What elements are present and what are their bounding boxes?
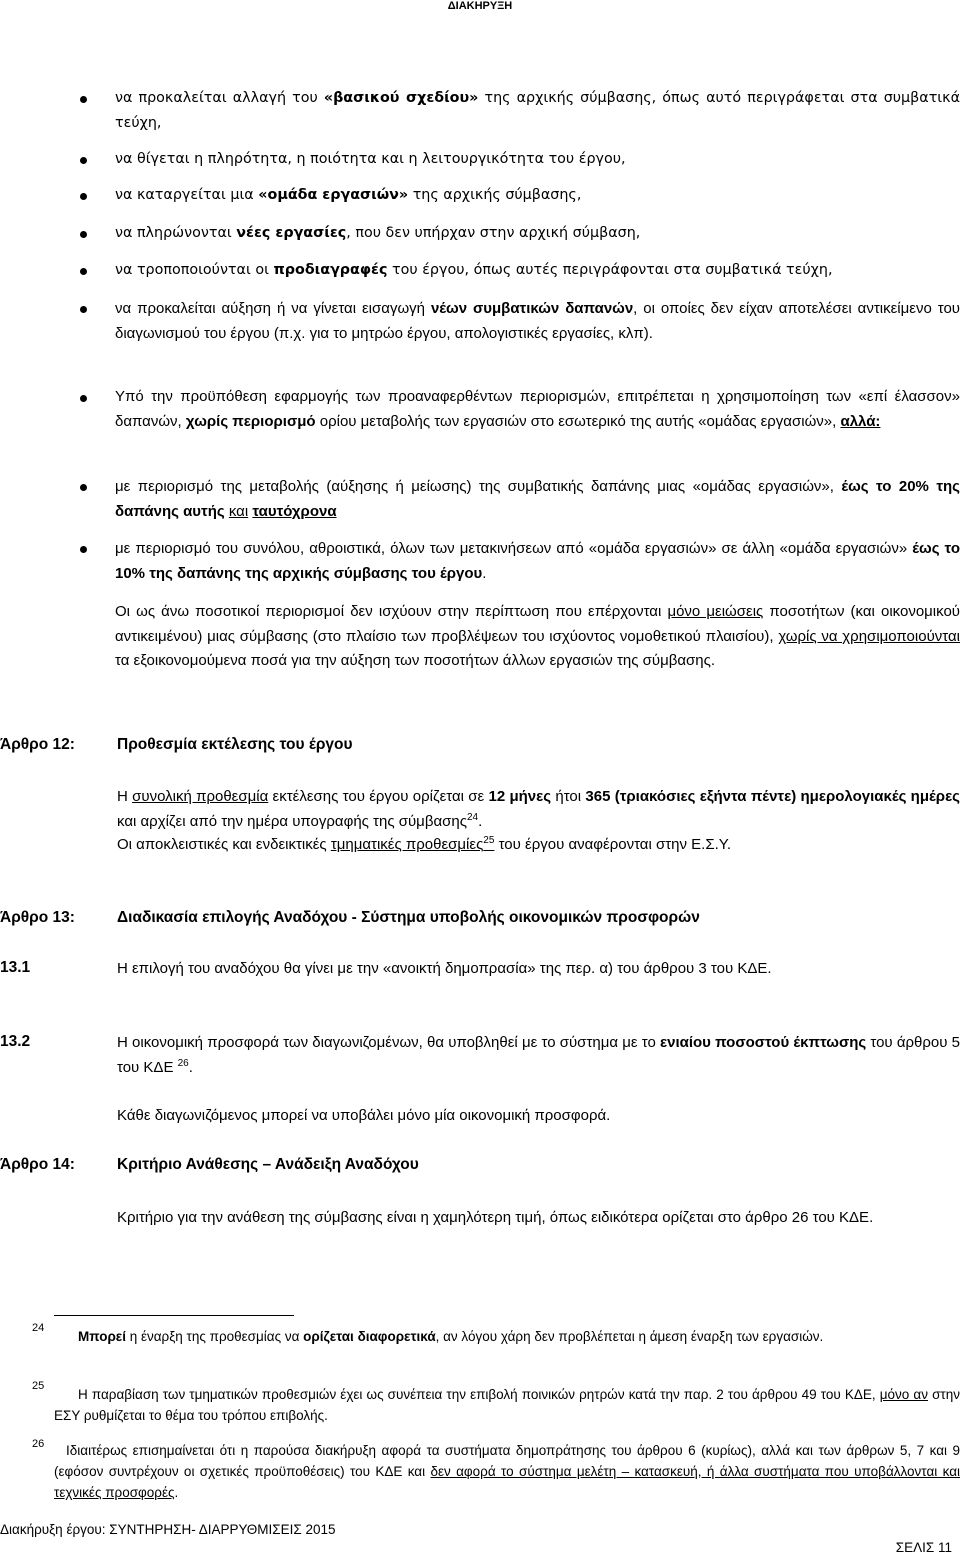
bullet-item: να θίγεται η πληρότητα, η ποιότητα και η λειτουργικότητα του έργου,	[115, 151, 626, 167]
footnote-number: 24	[32, 1322, 45, 1334]
section-number: 13.2	[0, 1033, 31, 1050]
footnote-number: 26	[32, 1438, 45, 1450]
paragraph: Η συνολική προθεσμία εκτέλεσης του έργου ορίζεται σε 12 μήνες ήτοι 365 (τριακόσιες εξήντα πέντε) ημερολογιακές ημέρες και αρχίζει από την ημέρα υπογραφής της σύμβασης$^{24}$.	[117, 788, 960, 830]
bullet-icon	[80, 546, 87, 553]
paragraph: Η οικονομική προσφορά των διαγωνιζομένων, θα υποβληθεί με το σύστημα με το ενιαίου ποσοστού έκπτωσης του άρθρου 5 του ΚΔΕ $^{26}$.	[117, 1034, 960, 1076]
bullet-item: με περιορισμό της μεταβολής (αύξησης ή μείωσης) της συμβατικής δαπάνης μιας «ομάδας εργασιών», έως το 20% της δαπάνης αυτής και ταυτόχρονα	[115, 478, 960, 520]
bullet-icon	[80, 268, 87, 275]
footnote-separator	[54, 1315, 294, 1316]
bullet-item: να προκαλείται αύξηση ή να γίνεται εισαγωγή νέων συμβατικών δαπανών, οι οποίες δεν είχαν αποτελέσει αντικείμενο του διαγωνισμού του έργου (π.χ. για το μητρώο έργου, απολογιστικές εργασίες, κλπ).	[115, 300, 960, 342]
page-number: ΣΕΛΙΣ 11	[895, 1540, 952, 1555]
paragraph: Κριτήριο για την ανάθεση της σύμβασης είναι η χαμηλότερη τιμή, όπως ειδικότερα ορίζεται στο άρθρο 26 του ΚΔΕ.	[117, 1209, 874, 1226]
bullet-icon	[80, 96, 87, 103]
footer-title: Διακήρυξη έργου: ΣΥΝΤΗΡΗΣΗ- ΔΙΑΡΡΥΘΜΙΣΕΙΣ 2015	[0, 1522, 336, 1537]
paragraph: Οι ως άνω ποσοτικοί περιορισμοί δεν ισχύουν στην περίπτωση που επέρχονται μόνο μειώσεις ποσοτήτων (και οικονομικού αντικειμένου) μιας σύμβασης (στο πλαίσιο των προβλέψεων του ισχύοντος νομοθετικού πλαισίου), χωρίς να χρησιμοποιούνται τα εξοικονομούμενα ποσά για την αύξηση των ποσοτήτων άλλων εργασιών της σύμβασης.	[115, 603, 960, 669]
footnote: Ιδιαιτέρως επισημαίνεται ότι η παρούσα διακήρυξη αφορά τα συστήματα δημοπράτησης του άρθρου 6 (κυρίως), αλλά και των άρθρων 5, 7 και 9 (εφόσον συντρέχουν οι σχετικές προϋποθέσεις) του ΚΔΕ και δεν αφορά το σύστημα μελέτη – κατασκευή, ή άλλα συστήματα που υποβάλλονται και τεχνικές προσφορές.	[54, 1443, 960, 1500]
article-title: Διαδικασία επιλογής Αναδόχου - Σύστημα υποβολής οικονομικών προσφορών	[117, 909, 700, 926]
article-label: Άρθρο 12:	[0, 736, 75, 753]
bullet-icon	[80, 306, 87, 313]
bullet-item: να τροποποιούνται οι προδιαγραφές του έργου, όπως αυτές περιγράφονται στα συμβατικά τεύχη,	[115, 262, 833, 278]
footnote: Μπορεί η έναρξη της προθεσμίας να ορίζεται διαφορετικά, αν λόγου χάρη δεν προβλέπεται η άμεση έναρξη των εργασιών.	[78, 1329, 824, 1344]
bullet-icon	[80, 157, 87, 164]
document-header: ΔΙΑΚΗΡΥΞΗ	[447, 0, 513, 12]
bullet-icon	[80, 395, 87, 402]
bullet-icon	[80, 231, 87, 238]
footnote: Η παραβίαση των τμηματικών προθεσμιών έχει ως συνέπεια την επιβολή ποινικών ρητρών κατά την παρ. 2 του άρθρου 49 του ΚΔΕ, μόνο αν στην ΕΣΥ ρυθμίζεται το θέμα του τρόπου επιβολής.	[54, 1387, 960, 1423]
paragraph: Η επιλογή του αναδόχου θα γίνει με την «ανοικτή δημοπρασία» της περ. α) του άρθρου 3 του ΚΔΕ.	[117, 960, 772, 977]
article-label: Άρθρο 14:	[0, 1156, 75, 1173]
bullet-item: Υπό την προϋπόθεση εφαρμογής των προαναφερθέντων περιορισμών, επιτρέπεται η χρησιμοποίηση των «επί έλασσον» δαπανών, χωρίς περιορισμό ορίου μεταβολής των εργασιών στο εσωτερικό της αυτής «ομάδας εργασιών», αλλά:	[115, 388, 960, 430]
bullet-icon	[80, 193, 87, 200]
article-title: Κριτήριο Ανάθεσης – Ανάδειξη Αναδόχου	[117, 1156, 419, 1173]
paragraph: Κάθε διαγωνιζόμενος μπορεί να υποβάλει μόνο μία οικονομική προσφορά.	[117, 1107, 611, 1124]
article-label: Άρθρο 13:	[0, 909, 75, 926]
bullet-item: να προκαλείται αλλαγή του «βασικού σχεδίου» της αρχικής σύμβασης, όπως αυτό περιγράφεται στα συμβατικά τεύχη,	[115, 90, 960, 131]
footnote-number: 25	[32, 1380, 45, 1392]
paragraph: Οι αποκλειστικές και ενδεικτικές τμηματικές προθεσμίες$^{25}$ του έργου αναφέρονται στην Ε.Σ.Υ.	[117, 835, 732, 853]
bullet-icon	[80, 484, 87, 491]
article-title: Προθεσμία εκτέλεσης του έργου	[117, 736, 353, 753]
bullet-item: να καταργείται μια «ομάδα εργασιών» της αρχικής σύμβασης,	[115, 187, 582, 203]
bullet-item: να πληρώνονται νέες εργασίες, που δεν υπήρχαν στην αρχική σύμβαση,	[115, 225, 641, 241]
section-number: 13.1	[0, 959, 31, 976]
bullet-item: με περιορισμό του συνόλου, αθροιστικά, όλων των μετακινήσεων από «ομάδα εργασιών» σε άλλη «ομάδα εργασιών» έως το 10% της δαπάνης της αρχικής σύμβασης του έργου.	[115, 540, 960, 582]
